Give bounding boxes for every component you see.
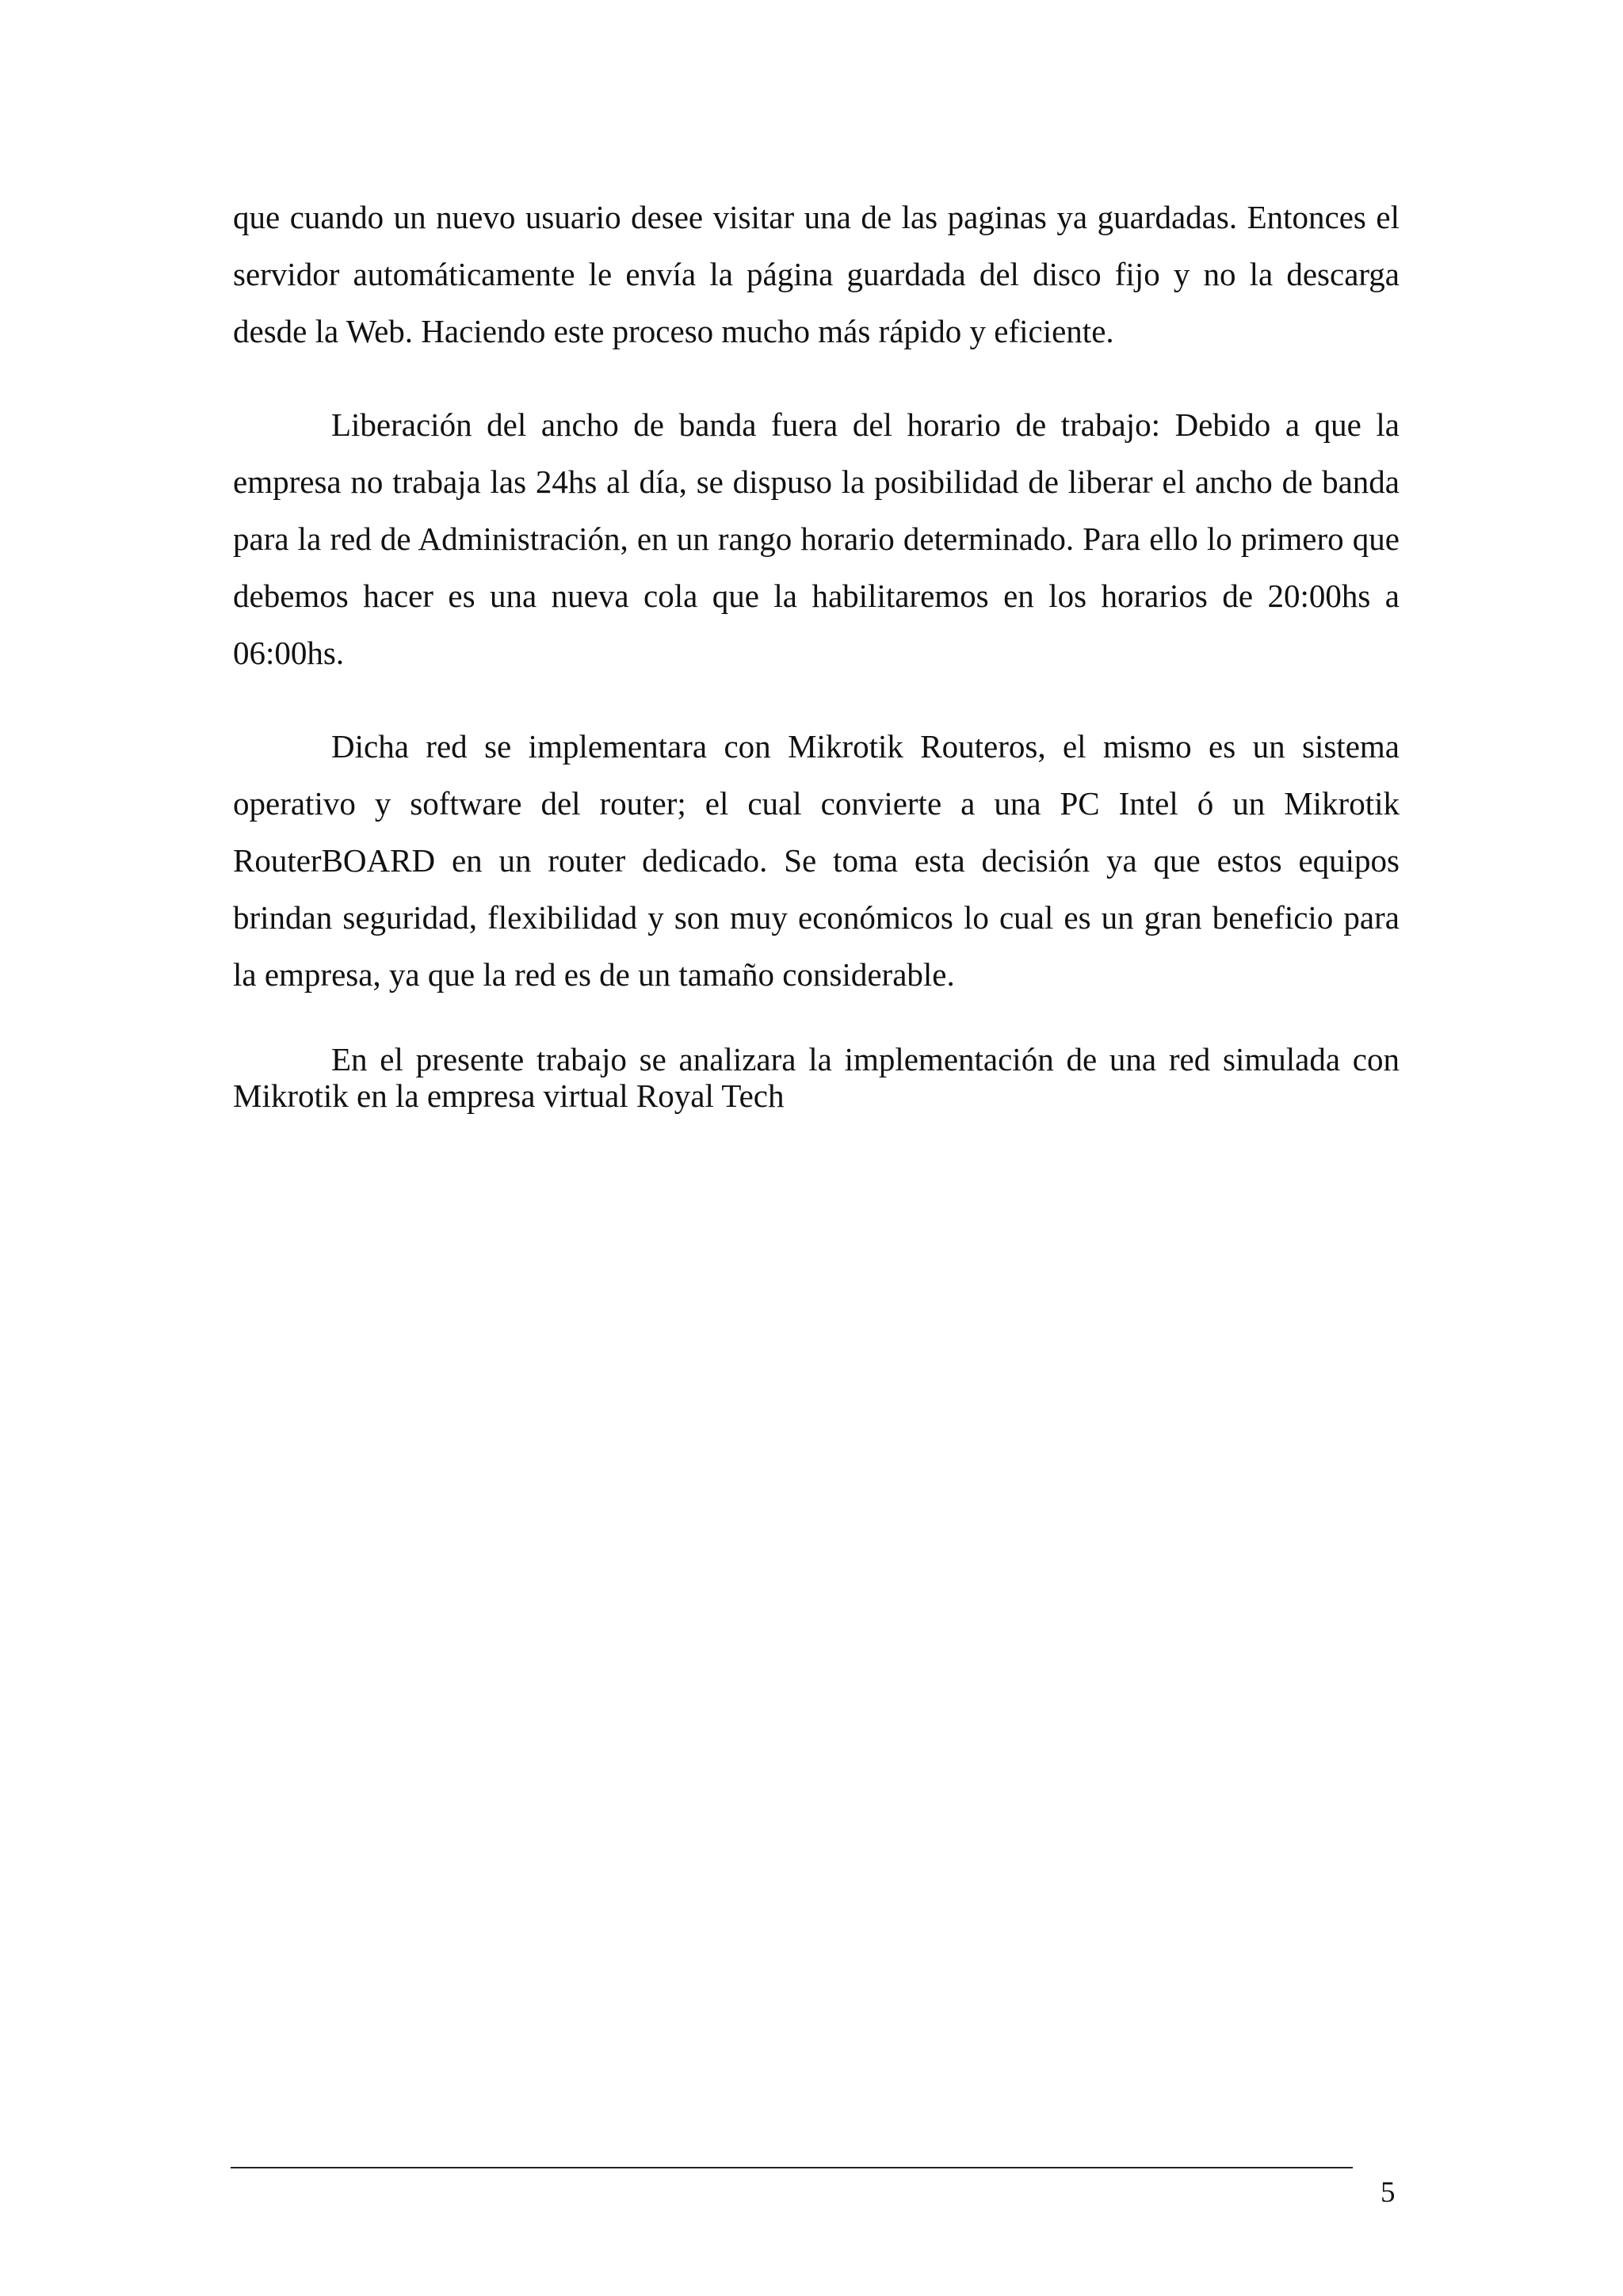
paragraph-bandwidth-release: Liberación del ancho de banda fuera del horario de trabajo: Debido a que la empresa no trabaja las 24hs al día, se dispuso la posibilidad de liberar el ancho de banda para la red de Administración, en un rango horario determinado. Para ello lo primero que debemos hacer es una nueva cola que la habilitaremos en los horarios de 20:00hs a 06:00hs.	[233, 406, 1400, 671]
paragraph-royal-tech-network: En el presente trabajo se analizara la implementación de una red simulada con Mikrotik en la empresa virtual Royal Tech	[233, 1041, 1400, 1114]
paragraph-mikrotik-routeros: Dicha red se implementara con Mikrotik Routeros, el mismo es un sistema operativo y software del router; el cual convierte a una PC Intel ó un Mikrotik RouterBOARD en un router dedicado. Se toma esta decisión ya que estos equipos brindan seguridad, flexibilidad y son muy económicos lo cual es un gran beneficio para la empresa, ya que la red es de un tamaño considerable.	[233, 728, 1400, 993]
paragraph-cache-continuation: que cuando un nuevo usuario desee visitar una de las paginas ya guardadas. Entonces el servidor automáticamente le envía la página guardada del disco fijo y no la descarga desde la Web. Haciendo este proceso mucho más rápido y eficiente.	[233, 199, 1400, 349]
page-number: 5	[1381, 2176, 1396, 2209]
footer-divider	[231, 2167, 1353, 2168]
